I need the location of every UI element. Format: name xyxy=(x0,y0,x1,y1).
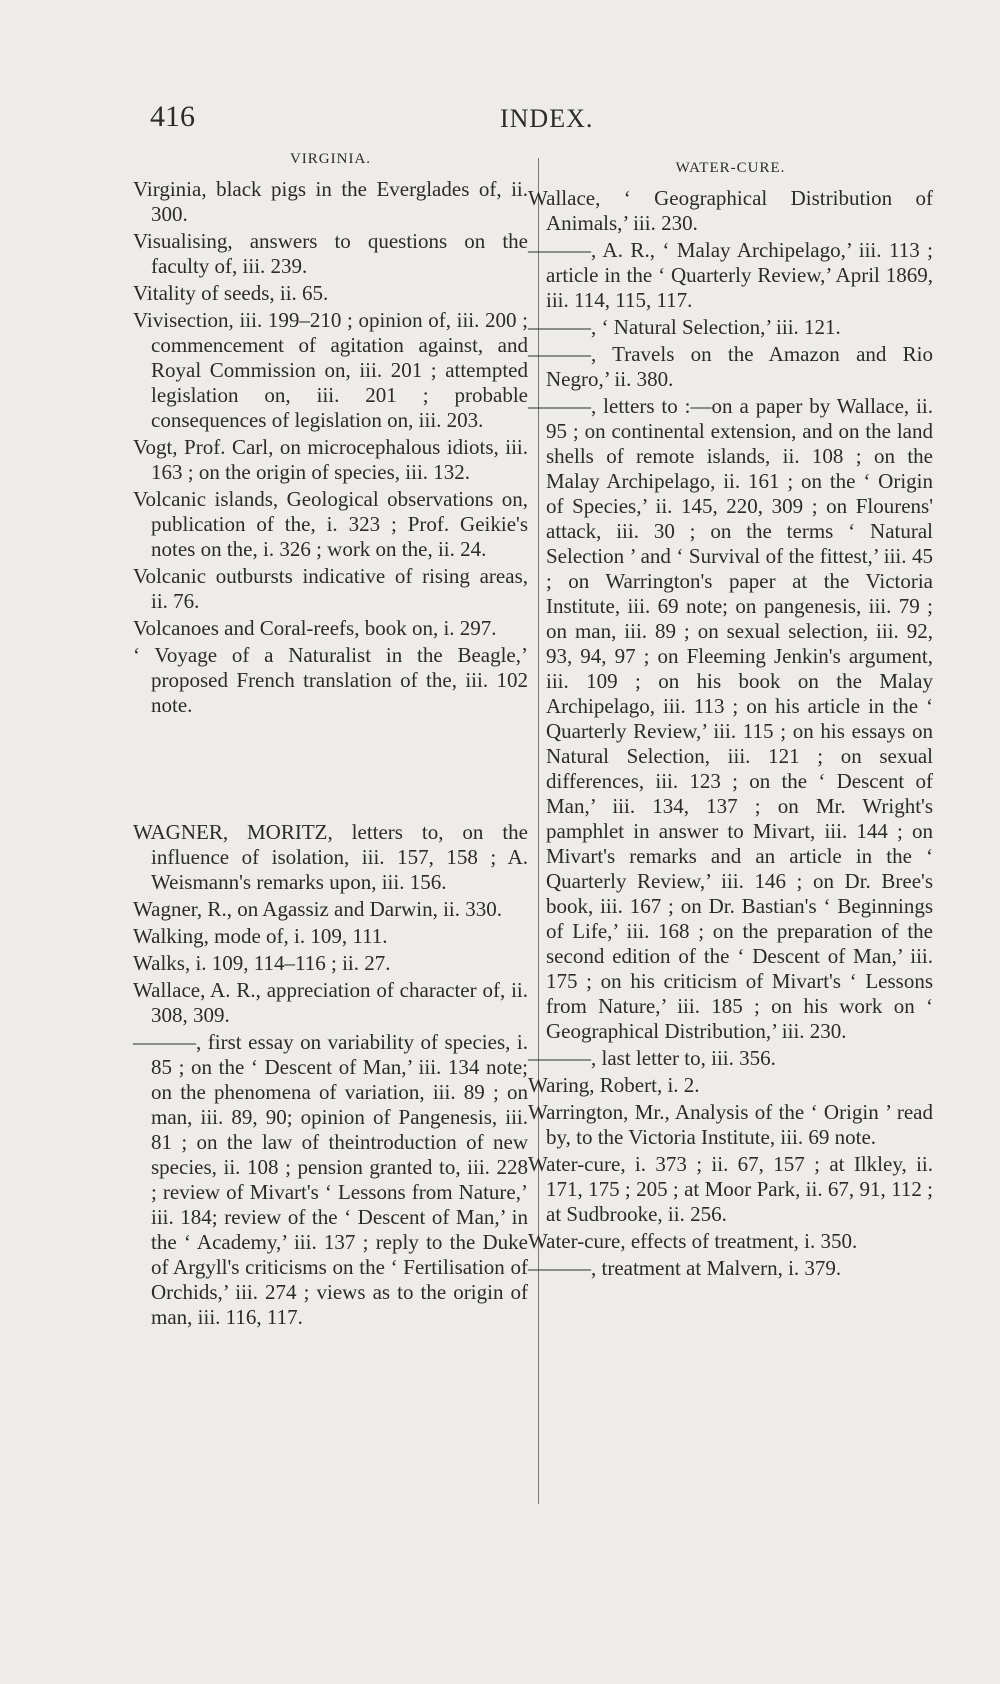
index-entry: ‘ Voyage of a Naturalist in the Beagle,’ proposed French translation of the, iii. 102 note. xyxy=(133,643,528,717)
index-entry: Warrington, Mr., Analysis of the ‘ Origin ’ read by, to the Victoria Institute, iii. 69 note. xyxy=(528,1100,933,1149)
index-entry: Water-cure, i. 373 ; ii. 67, 157 ; at Ilkley, ii. 171, 175 ; 205 ; at Moor Park, ii. 67, 91, 112 ; at Sudbrooke, ii. 256. xyxy=(528,1152,933,1226)
index-entry: Wallace, A. R., appreciation of character of, ii. 308, 309. xyxy=(133,978,528,1027)
index-entry: ———, treatment at Malvern, i. 379. xyxy=(528,1256,842,1280)
index-entry: ———, ‘ Natural Selection,’ iii. 121. xyxy=(528,315,841,339)
running-head: INDEX. xyxy=(500,104,594,133)
index-entry: Virginia, black pigs in the Everglades of, ii. 300. xyxy=(133,177,528,226)
index-entry: ———, last letter to, iii. 356. xyxy=(528,1046,776,1070)
index-entry: Walks, i. 109, 114–116 ; ii. 27. xyxy=(133,951,391,975)
right-column xyxy=(528,156,933,1283)
index-entry: ———, Travels on the Amazon and Rio Negro,’ ii. 380. xyxy=(528,342,933,391)
index-entry: Volcanic islands, Geological observations on, publication of the, i. 323 ; Prof. Geikie's notes on the, i. 326 ; work on the, ii. 24. xyxy=(133,487,528,561)
index-entry: ———, A. R., ‘ Malay Archipelago,’ iii. 113 ; article in the ‘ Quarterly Review,’ April 1869, iii. 114, 115, 117. xyxy=(528,238,933,312)
index-entry: Waring, Robert, i. 2. xyxy=(528,1073,700,1097)
right-column-heading: WATER-CURE. xyxy=(675,160,786,176)
section-gap xyxy=(133,720,528,820)
index-entry: WAGNER, MORITZ, letters to, on the influence of isolation, iii. 157, 158 ; A. Weismann's remarks upon, iii. 156. xyxy=(133,820,528,894)
index-entry: Wagner, R., on Agassiz and Darwin, ii. 330. xyxy=(133,897,502,921)
index-entry: Wallace, ‘ Geographical Distribution of Animals,’ iii. 230. xyxy=(528,186,933,235)
index-entry: Vivisection, iii. 199–210 ; opinion of, iii. 200 ; commencement of agitation against, and Royal Commission on, iii. 201 ; attempted legislation on, iii. 201 ; probable consequences of legislation on, iii. 203. xyxy=(133,308,528,432)
index-entry: Walking, mode of, i. 109, 111. xyxy=(133,924,388,948)
page-number: 416 xyxy=(150,100,195,133)
index-entry: Visualising, answers to questions on the faculty of, iii. 239. xyxy=(133,229,528,278)
index-entry: Volcanic outbursts indicative of rising areas, ii. 76. xyxy=(133,564,528,613)
index-entry: Vogt, Prof. Carl, on microcephalous idiots, iii. 163 ; on the origin of species, iii. 132. xyxy=(133,435,528,484)
index-entry: Vitality of seeds, ii. 65. xyxy=(133,281,329,305)
left-column-heading: VIRGINIA. xyxy=(289,151,372,167)
left-column xyxy=(133,147,528,1332)
index-entry: ———, first essay on variability of species, i. 85 ; on the ‘ Descent of Man,’ iii. 134 note; on the phenomena of variation, iii. 89 ; on man, iii. 89, 90; opinion of Pangenesis, iii. 81 ; on the law of theintroduction of new species, ii. 108 ; pension granted to, iii. 228 ; review of Mivart's ‘ Lessons from Nature,’ iii. 184; review of the ‘ Descent of Man,’ in the ‘ Academy,’ iii. 137 ; reply to the Duke of Argyll's criticisms on the ‘ Fertilisation of Orchids,’ iii. 274 ; views as to the origin of man, iii. 116, 117. xyxy=(133,1030,528,1329)
index-entry: Water-cure, effects of treatment, i. 350. xyxy=(528,1229,858,1253)
index-entry: Volcanoes and Coral-reefs, book on, i. 297. xyxy=(133,616,497,640)
index-entry: ———, letters to :—on a paper by Wallace, ii. 95 ; on continental extension, and on the land shells of remote islands, ii. 108 ; on the Malay Archipelago, ii. 161 ; on the ‘ Origin of Species,’ ii. 145, 220, 309 ; on Flourens' attack, iii. 30 ; on the terms ‘ Natural Selection ’ and ‘ Survival of the fittest,’ iii. 45 ; on Warrington's paper at the Victoria Institute, iii. 69 note; on pangenesis, iii. 79 ; on man, iii. 89 ; on sexual selection, iii. 92, 93, 94, 97 ; on Fleeming Jenkin's argument, iii. 109 ; on his book on the Malay Archipelago, iii. 113 ; on his article in the ‘ Quarterly Review,’ iii. 115 ; on his essays on Natural Selection, iii. 121 ; on sexual differences, iii. 123 ; on the ‘ Descent of Man,’ iii. 134, 137 ; on Mr. Wright's pamphlet in answer to Mivart, iii. 144 ; on Mivart's remarks and an article in the ‘ Quarterly Review,’ iii. 146 ; on Dr. Bree's book, iii. 167 ; on Dr. Bastian's ‘ Beginnings of Life,’ iii. 168 ; on the preparation of the second edition of the ‘ Descent of Man,’ iii. 175 ; on his criticism of Mivart's ‘ Lessons from Nature,’ iii. 185 ; on his work on ‘ Geographical Distribution,’ iii. 230. xyxy=(528,394,933,1043)
